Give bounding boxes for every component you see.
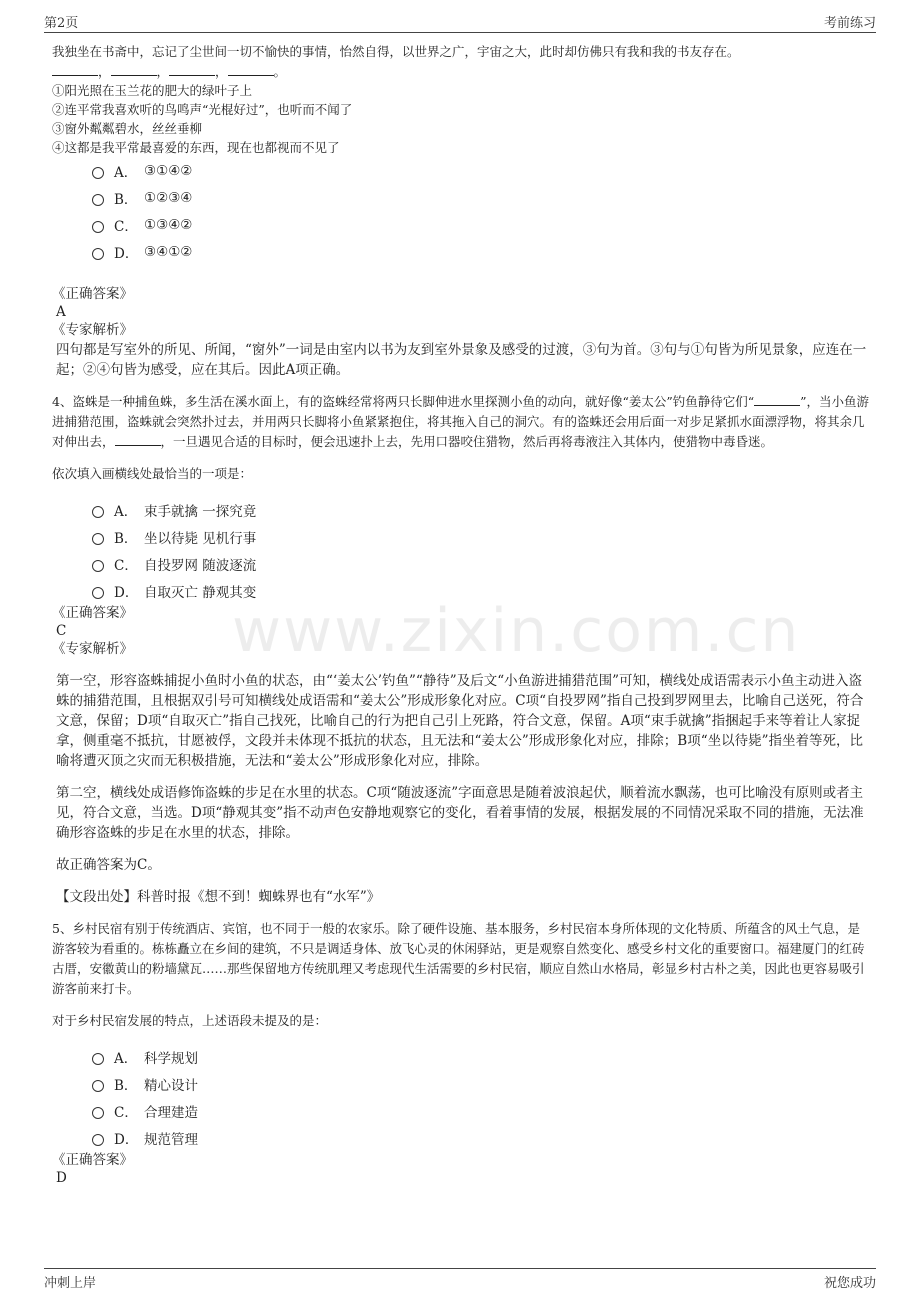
radio-icon[interactable]	[92, 1053, 104, 1065]
page-footer	[44, 1268, 876, 1289]
analysis-label: 《专家解析》	[52, 641, 133, 657]
option-c[interactable]: C． 自投罗网 随波逐流	[92, 550, 870, 577]
blank	[169, 63, 215, 76]
answer-value: A	[56, 304, 66, 320]
option-b[interactable]: B． 坐以待毙 见机行事	[92, 523, 870, 550]
radio-icon[interactable]	[92, 1107, 104, 1119]
question-3-blanks: ， ， ， 。	[52, 62, 870, 81]
radio-icon[interactable]	[92, 560, 104, 572]
header-title: 考前练习	[823, 16, 876, 31]
blank	[228, 63, 274, 76]
question-5-stem: 5、乡村民宿有别于传统酒店、宾馆，也不同于一般的农家乐。除了硬件设施、基本服务，乡村民宿本身所体现的文化特质、所蕴含的风土气息，是游客较为看重的。栋栋矗立在乡间的建筑，不只是调适身体、放飞心灵的休闲驿站，更是观察自然变化、感受乡村文化的重要窗口。福建厦门的红砖古厝，安徽黄山的粉墙黛瓦……那些保留地方传统肌理又考虑现代生活需要的乡村民宿，顺应自然山水格局，彰显乡村古朴之美，因此也更容易吸引游客前来打卡。	[52, 921, 865, 996]
footer-right: 祝您成功	[823, 1276, 876, 1291]
option-c[interactable]: C． 合理建造	[92, 1097, 870, 1124]
radio-icon[interactable]	[92, 533, 104, 545]
question-5-prompt: 对于乡村民宿发展的特点，上述语段未提及的是：	[52, 1013, 328, 1028]
option-c[interactable]: C． ①③④②	[92, 211, 870, 238]
analysis-label: 《专家解析》	[52, 322, 133, 338]
analysis-paragraph: 第一空，形容盗蛛捕捉小鱼时小鱼的状态，由“‘姜太公’钓鱼”“静待”及后文“小鱼游进捕猎范围”可知，横线处成语需表示小鱼主动进入盗蛛的捕猎范围，且根据双引号可知横线处成语需和“姜太公”形成形象化对应。C项“自投罗网”指自己投到罗网里去，比喻自己送死，符合文意，保留；D项“自取灭亡”指自己找死，比喻自己的行为把自己引上死路，符合文意，保留。A项“束手就擒”指捆起手来等着让人家捉拿，侧重毫不抵抗，甘愿被俘，文段并未体现不抵抗的状态，且无法和“姜太公”形成形象化对应，排除；B项“坐以待毙”指坐着等死，比喻将遭灭顶之灾而无积极措施，无法和“姜太公”形成形象化对应，排除。	[56, 673, 864, 769]
footer-left: 冲刺上岸	[44, 1276, 97, 1291]
answer-label: 《正确答案》	[52, 286, 133, 302]
question-4-prompt: 依次填入画横线处最恰当的一项是：	[52, 466, 253, 481]
question-3-intro: 我独坐在书斋中，忘记了尘世间一切不愉快的事情，怡然自得，以世界之广，宇宙之大，此时却仿佛只有我和我的书友存在。	[52, 44, 740, 59]
radio-icon[interactable]	[92, 248, 104, 260]
question-4	[52, 392, 870, 907]
question-5	[52, 919, 870, 1187]
sentence-item: ①阳光照在玉兰花的肥大的绿叶子上	[52, 83, 253, 98]
sentence-item: ④这都是我平常最喜爱的东西，现在也都视而不见了	[52, 140, 340, 155]
question-3-options	[92, 157, 870, 265]
radio-icon[interactable]	[92, 167, 104, 179]
blank	[111, 63, 157, 76]
sentence-item: ③窗外粼粼碧水，丝丝垂柳	[52, 121, 203, 136]
answer-label: 《正确答案》	[52, 1152, 133, 1168]
option-a[interactable]: A． 束手就擒 一探究竟	[92, 496, 870, 523]
question-3	[52, 42, 870, 380]
document-body	[52, 42, 870, 1187]
option-d[interactable]: D． ③④①②	[92, 238, 870, 265]
question-4-options	[92, 496, 870, 604]
radio-icon[interactable]	[92, 1134, 104, 1146]
blank	[52, 63, 98, 76]
analysis-text: 四句都是写室外的所见、所闻，“窗外”一词是由室内以书为友到室外景象及感受的过渡，③句为首。③句与①句皆为所见景象，应连在一起；②④句皆为感受，应在其后。因此A项正确。	[56, 342, 867, 378]
page-number: 第2页	[44, 16, 79, 31]
option-b[interactable]: B． 精心设计	[92, 1070, 870, 1097]
answer-value: D	[56, 1170, 67, 1186]
radio-icon[interactable]	[92, 506, 104, 518]
answer-value: C	[56, 623, 67, 639]
radio-icon[interactable]	[92, 1080, 104, 1092]
option-a[interactable]: A． ③①④②	[92, 157, 870, 184]
radio-icon[interactable]	[92, 221, 104, 233]
analysis-conclusion: 故正确答案为C。	[56, 857, 161, 873]
blank	[754, 393, 800, 406]
answer-label: 《正确答案》	[52, 605, 133, 621]
radio-icon[interactable]	[92, 194, 104, 206]
radio-icon[interactable]	[92, 587, 104, 599]
option-b[interactable]: B． ①②③④	[92, 184, 870, 211]
option-d[interactable]: D． 规范管理	[92, 1124, 870, 1151]
source-citation: 【文段出处】科普时报《想不到！蜘蛛界也有“水军”》	[56, 889, 381, 905]
page-header	[44, 12, 876, 33]
analysis-paragraph: 第二空，横线处成语修饰盗蛛的步足在水里的状态。C项“随波逐流”字面意思是随着波浪起伏，顺着流水飘荡，也可比喻没有原则或者主见，符合文意，当选。D项“静观其变”指不动声色安静地观察它的变化，看着事情的发展，根据发展的不同情况采取不同的措施，无法准确形容盗蛛的步足在水里的状态，排除。	[56, 785, 864, 841]
blank	[115, 433, 161, 446]
option-a[interactable]: A． 科学规划	[92, 1043, 870, 1070]
watermark: www.zixin.com.cn	[232, 596, 801, 666]
question-5-options	[92, 1043, 870, 1151]
option-d[interactable]: D． 自取灭亡 静观其变	[92, 577, 870, 604]
question-4-stem: 4、盗蛛是一种捕鱼蛛，多生活在溪水面上，有的盗蛛经常将两只长脚伸进水里探测小鱼的动向，就好像“姜太公”钓鱼静待它们“ ”，当小鱼游进捕猎范围，盗蛛就会突然扑过去，并用两只长脚将小鱼紧紧抱住，将其拖入自己的洞穴。有的盗蛛还会用后面一对步足紧抓水面漂浮物，将其余几对伸出去， ，一旦遇见合适的目标时，便会迅速扑上去，先用口器咬住猎物，然后再将毒液注入其体内，使猎物中毒昏迷。	[52, 394, 870, 449]
sentence-item: ②连平常我喜欢听的鸟鸣声“光棍好过”，也听而不闻了	[52, 102, 353, 117]
